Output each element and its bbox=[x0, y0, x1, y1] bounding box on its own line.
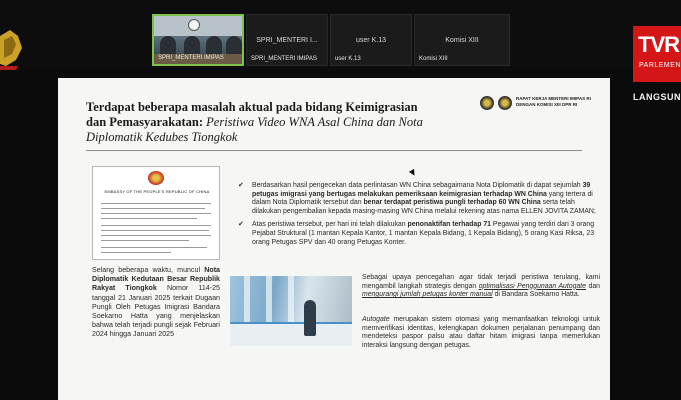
diplomatic-note-image bbox=[92, 166, 220, 260]
paragraph-text: dan bbox=[586, 282, 600, 290]
header-logos bbox=[480, 94, 600, 116]
caption-text: Selang beberapa waktu, muncul bbox=[92, 266, 205, 274]
participant-label: user K.13 bbox=[335, 56, 361, 62]
participant-tile[interactable] bbox=[414, 14, 510, 66]
photo-pillar bbox=[288, 276, 294, 322]
document-text-line bbox=[101, 235, 211, 236]
participant-label: SPRI_MENTERI IMIPAS bbox=[251, 56, 317, 62]
bullet-text: Berdasarkan hasil pengecekan data perlintasan WN China sebagaimana Nota Diplomatik di dapat sejumlah bbox=[252, 182, 583, 189]
title-line-3-italic: Diplomatik Kedubes Tiongkok bbox=[86, 130, 238, 144]
participant-name: user K.13 bbox=[356, 37, 386, 44]
participant-label: SPRI_MENTERI IMIPAS bbox=[158, 55, 224, 61]
paragraph-emphasis: optimalisasi Penggunaan Autogate bbox=[478, 282, 587, 290]
bullet-text: serta telah dilakukan pengembalian kepada masing-masing WN China melalui rekening atas nama ELLEN JOVITA ZAMAN; bbox=[252, 199, 596, 215]
participant-tile[interactable] bbox=[330, 14, 412, 66]
title-line-1: Terdapat beberapa masalah aktual pada bidang Keimigrasian bbox=[86, 100, 418, 114]
bullet-bold: penonaktifan terhadap 71 bbox=[407, 221, 491, 229]
title-line-2-italic: Peristiwa Video WNA Asal China dan Nota bbox=[206, 115, 423, 129]
dpr-logo-icon bbox=[480, 96, 494, 110]
document-text-line bbox=[101, 230, 209, 231]
bullet-bold: benar terdapat peristiwa pungli terhadap 60 WN China bbox=[363, 199, 541, 207]
document-text-line bbox=[101, 218, 197, 219]
document-text-line bbox=[101, 240, 189, 241]
paragraph-emphasis: mengurangi jumlah petugas konter manual bbox=[362, 291, 493, 299]
finding-item bbox=[238, 221, 600, 247]
caption-text: Nomor 114-25 tanggal 21 Januari 2025 terkait Dugaan Pungli Oleh Petugas Imigrasi Bandara Soekarno Hatta yang menjelaskan bahwa telah terjadi pungli sejak Februari 2024 hingga Januari 2025 bbox=[92, 284, 220, 339]
autogate-photo bbox=[230, 276, 352, 346]
check-bullet-icon: ✔ bbox=[238, 221, 244, 229]
bullet-text: yang tertera di dalam Nota Diplomatik tersebut dan bbox=[252, 190, 593, 207]
logo-main-text: TVR bbox=[638, 32, 679, 57]
live-status: LANGSUN bbox=[633, 92, 681, 102]
autogate-paragraph bbox=[362, 316, 600, 350]
findings-list bbox=[238, 182, 600, 252]
title-line-2-plain: dan Pemasyarakatan: bbox=[86, 115, 207, 129]
finding-item bbox=[238, 182, 600, 216]
tvr-parlemen-logo bbox=[633, 26, 681, 82]
wall-clock-icon bbox=[188, 19, 200, 31]
document-text-line bbox=[101, 225, 211, 226]
check-bullet-icon: ✔ bbox=[238, 182, 244, 189]
document-text-line bbox=[101, 252, 171, 253]
document-text-line bbox=[101, 208, 205, 209]
document-heading: EMBASSY OF THE PEOPLE'S REPUBLIC OF CHINA bbox=[104, 189, 210, 194]
caption-bold: Nota Diplomatik Kedutaan Besar Republik Rakyat Tiongkok bbox=[92, 266, 220, 293]
participant-name: SPRI_MENTERI I... bbox=[256, 37, 318, 44]
document-caption bbox=[92, 266, 220, 340]
slide-title bbox=[86, 100, 486, 145]
dpr-emblem-icon bbox=[0, 26, 34, 70]
bullet-text: Atas peristiwa tersebut, per hari ini telah dilakukan bbox=[252, 221, 408, 229]
traveler-figure bbox=[304, 300, 316, 336]
paragraph-text: di Bandara Soekarno Hatta. bbox=[492, 291, 580, 299]
participant-tile[interactable] bbox=[246, 14, 328, 66]
prevention-paragraph bbox=[362, 274, 600, 300]
autogate-counter bbox=[230, 322, 352, 346]
bullet-text: Pegawai yang terdiri dari 3 orang Pejabat Struktural (1 mantan Kepala Kantor, 1 mantan Kepala Bidang, 1 Kepala Bidang), 5 orang Kasi Riksa, 23 orang Petugas SPV dan 40 orang Petugas Konter. bbox=[252, 221, 595, 246]
participant-label: Komisi XIII bbox=[419, 56, 448, 62]
logo-sub-text: PARLEMEN bbox=[639, 62, 681, 69]
imipas-logo-icon bbox=[498, 96, 512, 110]
participant-name: Komisi XIII bbox=[445, 37, 479, 44]
china-emblem-icon bbox=[148, 171, 164, 185]
document-text-line bbox=[101, 203, 211, 204]
meeting-participant-strip bbox=[0, 0, 681, 68]
paragraph-italic: Autogate bbox=[362, 316, 390, 323]
participant-video-tile[interactable] bbox=[152, 14, 244, 66]
presentation-slide bbox=[58, 78, 610, 400]
header-logo-text: RAPAT KERJA MENTERI IMIPAS RI DENGAN KOMISI XIII DPR RI bbox=[516, 96, 591, 107]
document-text-line bbox=[101, 213, 211, 214]
paragraph-text: Sebagai upaya pencegahan agar tidak terjadi peristiwa terulang, kami mengambil langkah strategis dengan bbox=[362, 274, 600, 290]
bullet-bold: 39 petugas imigrasi yang bertugas melakukan pemeriksaan keimigrasian terhadap WN China bbox=[252, 182, 591, 198]
photo-pillar bbox=[244, 276, 250, 322]
paragraph-text: merupakan sistem otomasi yang memanfaatkan teknologi untuk memverifikasi identitas, kelengkapan dokumen perjalanan penumpang dan mendeteksi paspor palsu atau daftar hitam imigrasi tanpa memerlukan interaksi langsung dengan petugas. bbox=[362, 316, 600, 349]
title-divider bbox=[86, 150, 582, 151]
document-text-line bbox=[101, 247, 207, 248]
photo-pillar bbox=[266, 276, 272, 322]
